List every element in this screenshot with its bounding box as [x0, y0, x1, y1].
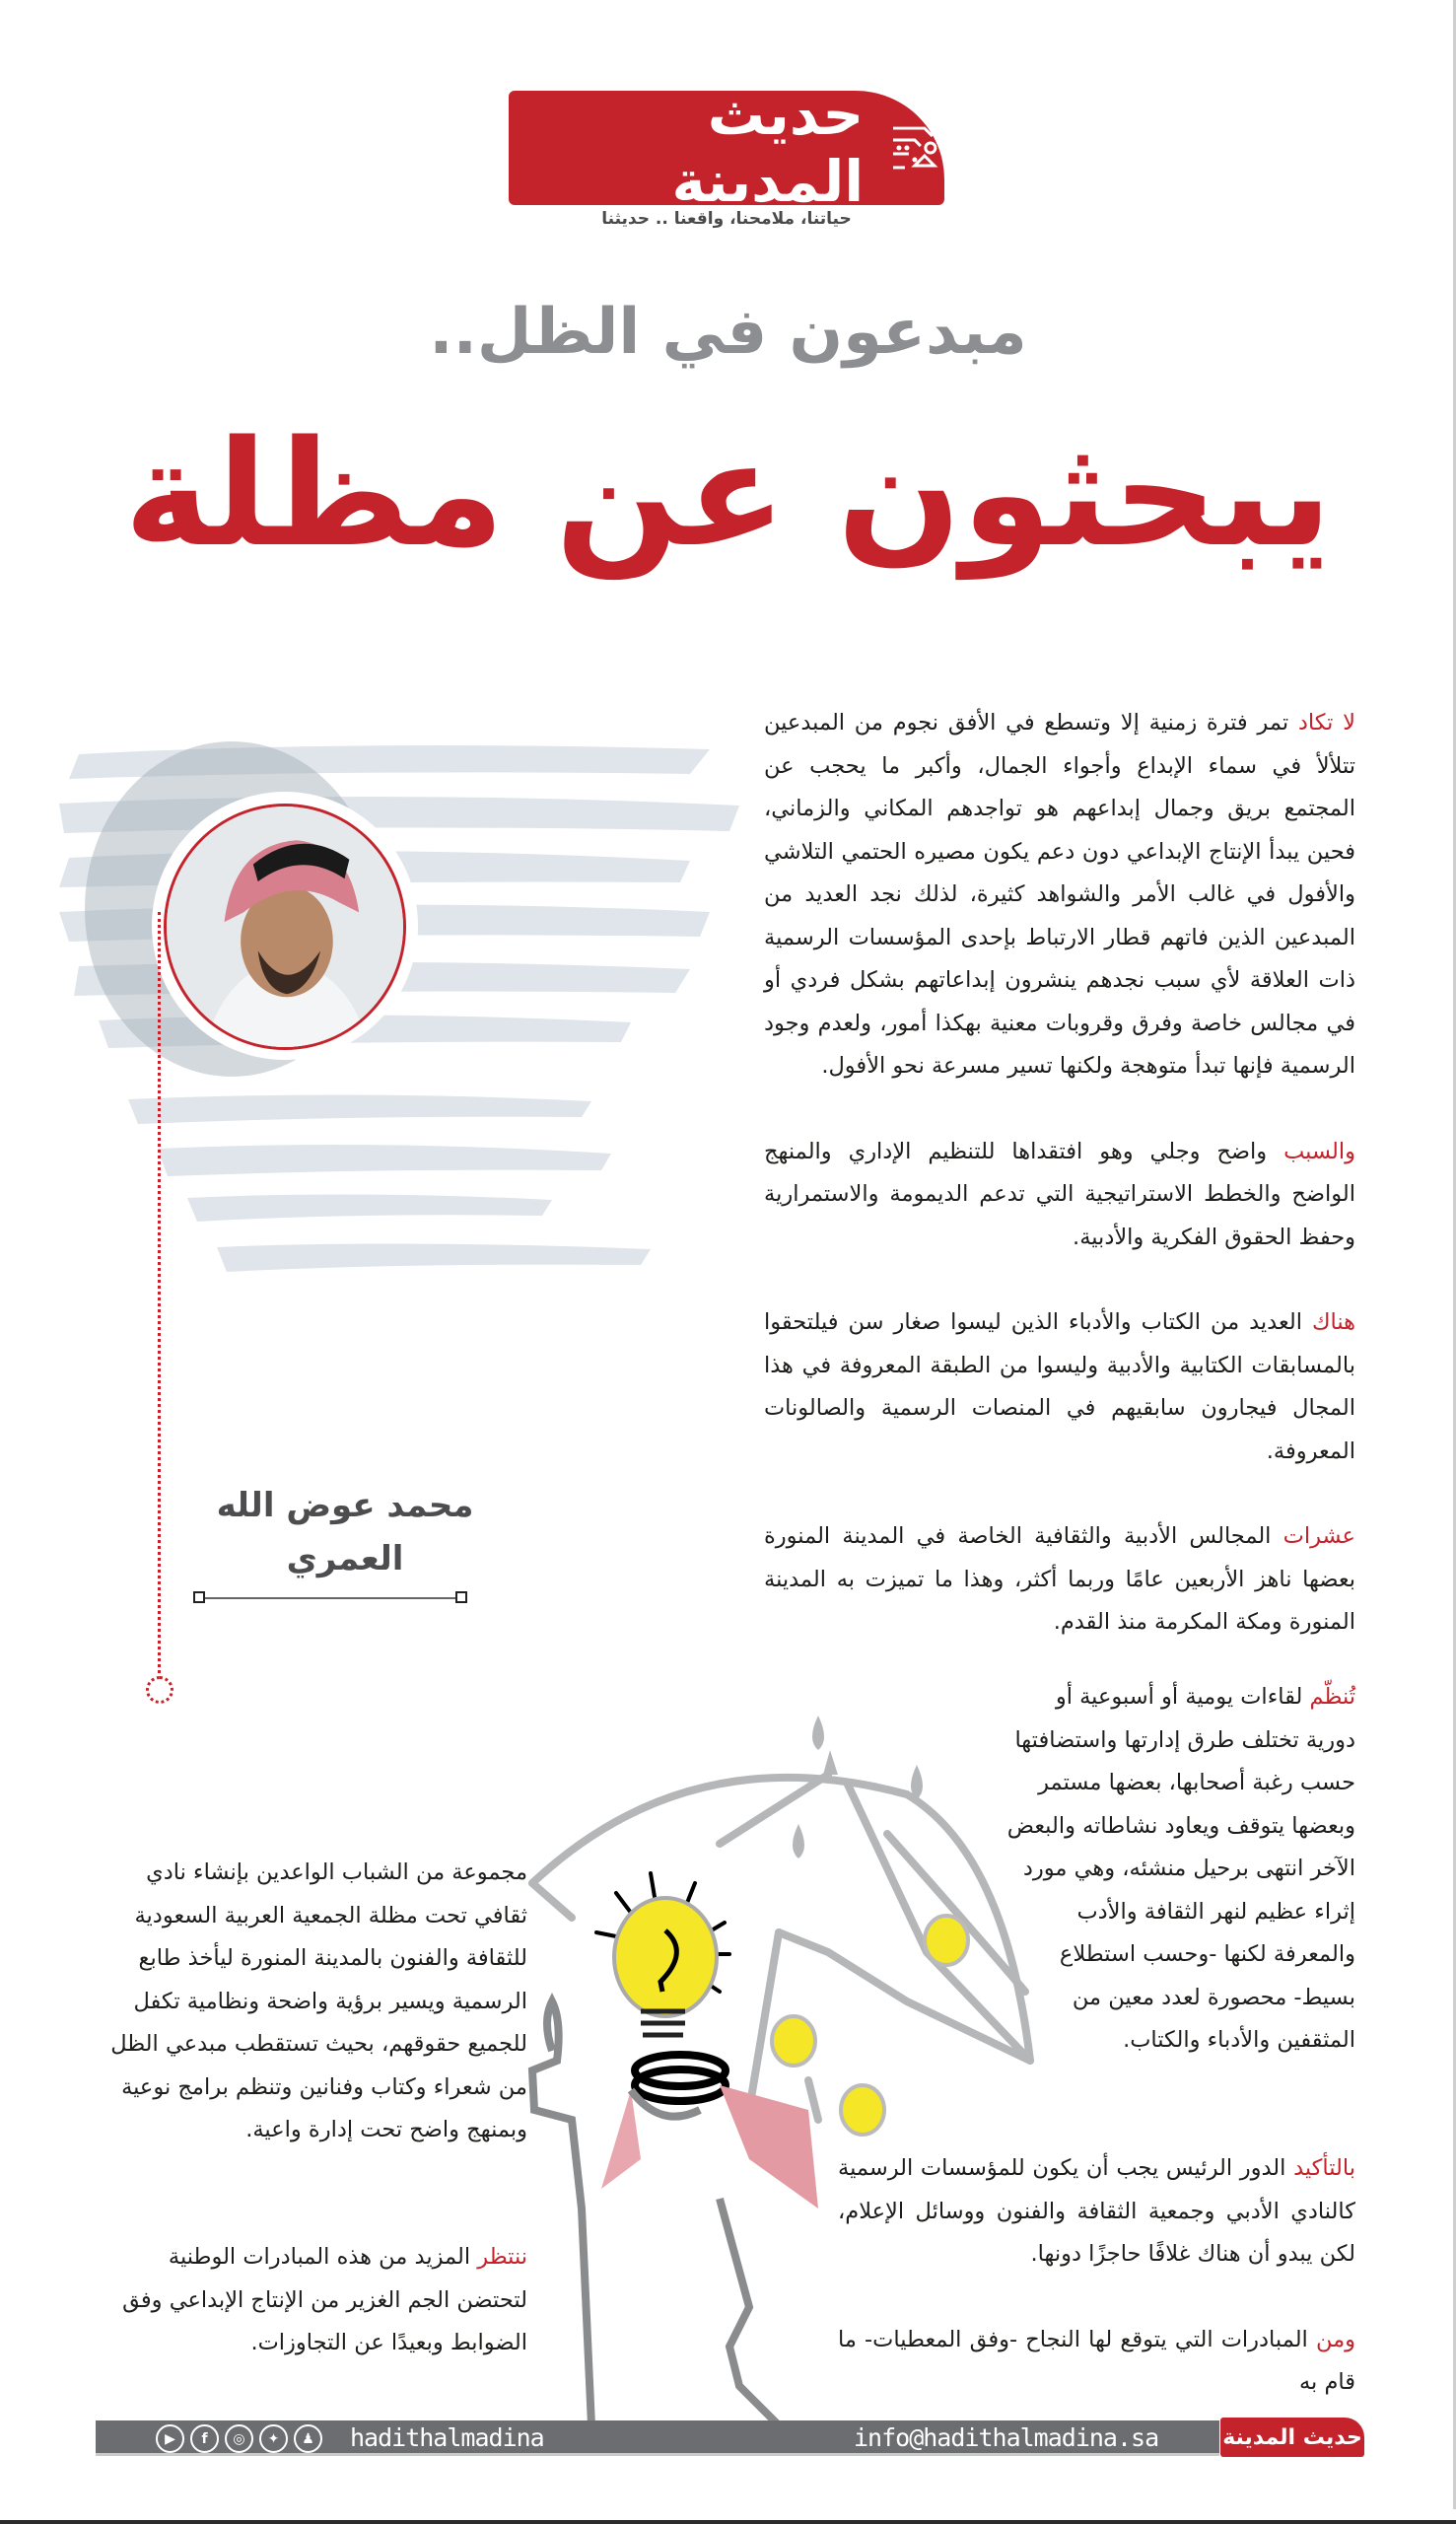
- paragraph-lead: لا تكاد: [1297, 710, 1355, 736]
- paragraph-8: مجموعة من الشباب الواعدين بإنشاء نادي ثقافي تحت مظلة الجمعية العربية السعودية للثقافة والفنون بالمدينة المنورة ليأخذ طابع الرسمية ويسير برؤية واضحة ونظامية تكفل للجميع حقوقهم، بحيث تستقطب مبدعي الظل من شعراء وكتاب وفنانين وتنظم برامج نوعية وبمنهج واضح تحت إدارة واعية.: [110, 1859, 527, 2142]
- author-name-rule: [195, 1597, 463, 1599]
- masthead-logo[interactable]: [509, 81, 944, 215]
- article-column-left-closing: [104, 2236, 527, 2408]
- article-column-tanzim: [1005, 1676, 1355, 2105]
- footer-email-link[interactable]: info@hadithalmadina.sa: [854, 2423, 1159, 2452]
- rule-handle-right: [455, 1591, 467, 1603]
- paragraph-lead: تُنظّم: [1309, 1684, 1355, 1710]
- instagram-icon[interactable]: ◎: [225, 2424, 253, 2453]
- author-avatar: [164, 804, 406, 1050]
- circuit-icon: [885, 117, 944, 178]
- paragraph-2: والسبب واضح وجلي وهو افتقداها للتنظيم الإداري والمنهج الواضح والخطط الاستراتيجية التي تدعم الديمومة والاستمرارية وحفظ الحقوق الفكرية والأدبية.: [764, 1138, 1355, 1250]
- page-bottom-edge: [0, 2520, 1456, 2524]
- article-kicker: مبدعون في الظل..: [429, 296, 1027, 369]
- paragraph-6: بالتأكيد الدور الرئيس يجب أن يكون للمؤسسات الرسمية كالنادي الأدبي وجمعية الثقافة والفنون ووسائل الإعلام، لكن يبدو أن هناك غلافًا حاجزًا دونها.: [838, 2155, 1355, 2267]
- paragraph-lead: ومن: [1315, 2326, 1355, 2352]
- decorative-dotted-line: [158, 912, 161, 1673]
- paragraph-lead: ننتظر: [477, 2244, 527, 2270]
- footer-logo-text: حديث المدينة: [1222, 2424, 1362, 2450]
- author-name: [197, 1479, 493, 1586]
- twitter-icon[interactable]: ✦: [259, 2424, 288, 2453]
- author-name-line1: محمد عوض الله: [216, 1486, 474, 1525]
- facebook-icon[interactable]: f: [190, 2424, 219, 2453]
- footer-logo[interactable]: [1220, 2418, 1364, 2457]
- masthead-tagline: حياتنا، ملامحنا، واقعنا .. حديثنا: [601, 209, 852, 229]
- decorative-dotted-circle: [146, 1676, 173, 1704]
- umbrella-lightbulb-illustration: [493, 1696, 1045, 2425]
- footer-social-handle[interactable]: hadithalmadina: [350, 2423, 544, 2452]
- paragraph-lead: هناك: [1311, 1309, 1355, 1335]
- paragraph-lead: بالتأكيد: [1293, 2155, 1355, 2181]
- youtube-icon[interactable]: ▶: [156, 2424, 184, 2453]
- social-links: [156, 2424, 322, 2453]
- paragraph-1: لا تكاد تمر فترة زمنية إلا وتسطع في الأفق نجوم من المبدعين تتلألأ في سماء الإبداع وأجواء الجمال، وأكبر ما يحجب عن المجتمع بريق وجمال إبداعهم هو تواجدهم المكاني والزماني، فحين يبدأ الإنتاج الإبداعي دون دعم يكون مصيره الحتمي التلاشي والأفول في غالب الأمر والشواهد كثيرة، لذلك نجد العديد من المبدعين الذين فاتهم قطار الارتباط بإحدى المؤسسات الرسمية ذات العلاقة لأي سبب نجدهم ينشرون إبداعاتهم بشكل فردي أو في مجالس خاصة وفرق وقروبات معنية بهكذا أمور، ولعدم وجود الرسمية فإنها تبدأ متوهجة ولكنها تسير مسرعة نحو الأفول.: [764, 710, 1355, 1079]
- paragraph-lead: عشرات: [1283, 1523, 1355, 1549]
- paragraph-lead: والسبب: [1283, 1138, 1355, 1164]
- author-name-line2: العمري: [286, 1539, 404, 1579]
- article-column-main: [764, 702, 1355, 1687]
- author-photo-icon: [167, 806, 403, 1047]
- paragraph-5: تُنظّم لقاءات يومية أو أسبوعية أو دورية تختلف طرق إدارتها واستضافتها حسب رغبة أصحابها، بعضها مستمر وبعضها يتوقف ويعاود نشاطاته والبعض الآخر انتهى برحيل منشئه، وهي مورد إثراء عظيم لنهر الثقافة والأدب والمعرفة لكنها -وحسب استطلاع بسيط- محصورة لعدد معين من المثقفين والأدباء والكتاب.: [1006, 1684, 1355, 2053]
- rule-handle-left: [193, 1591, 205, 1603]
- paragraph-3: هناك العديد من الكتاب والأدباء الذين ليسوا صغار سن فيلتحقوا بالمسابقات الكتابية والأدبية وليسوا من الطبقة المعروفة في هذا المجال فيجارون سابقيهم في المنصات الرسمية والصالونات المعروفة.: [764, 1309, 1355, 1464]
- paragraph-4: عشرات المجالس الأدبية والثقافية الخاصة في المدينة المنورة بعضها ناهز الأربعين عامًا وربما أكثر، وهذا ما تميزت به المدينة المنورة ومكة المكرمة منذ القدم.: [764, 1523, 1355, 1635]
- logo-wordmark: حديث المدينة: [671, 81, 865, 215]
- snapchat-icon[interactable]: ♟: [294, 2424, 322, 2453]
- paragraph-9: ننتظر المزيد من هذه المبادرات الوطنية لتحتضن الجم الغزير من الإنتاج الإبداعي وفق الضوابط وبعيدًا عن التجاوزات.: [122, 2244, 527, 2355]
- article-column-left: [104, 1852, 527, 2195]
- paragraph-7: ومن المبادرات التي يتوقع لها النجاح -وفق المعطيات- ما قام به: [838, 2326, 1355, 2395]
- article-headline: يبحثون عن مظلة: [123, 409, 1333, 579]
